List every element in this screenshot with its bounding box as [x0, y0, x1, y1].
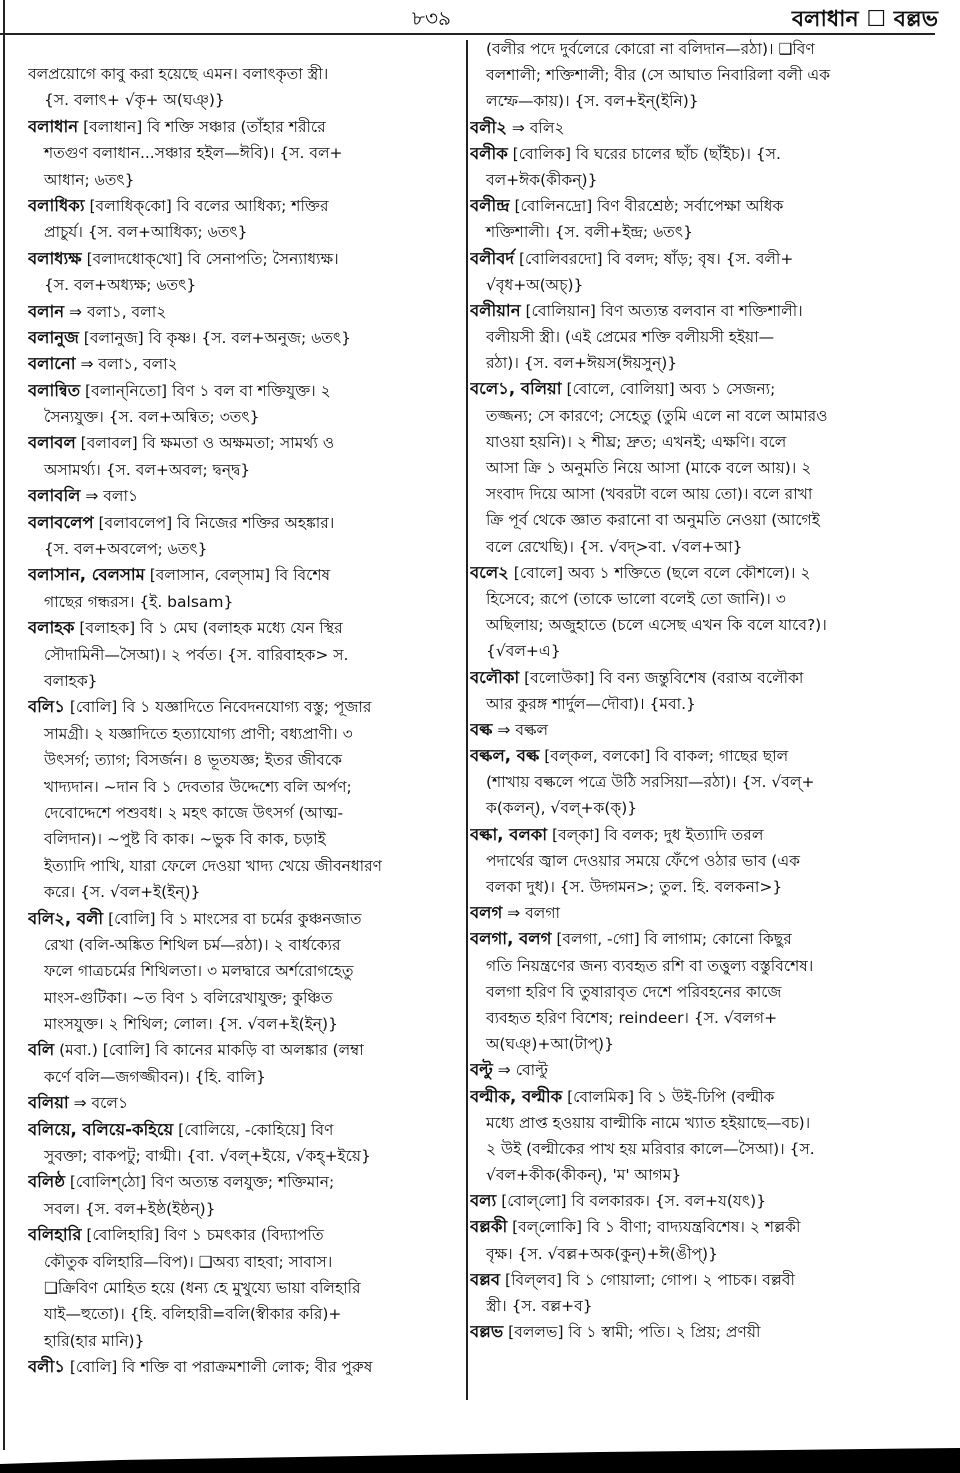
entry-line	[470, 1319, 936, 1345]
text-line	[470, 1110, 936, 1136]
entry-line	[28, 299, 464, 325]
headword: বলাধ্যক্ষ	[28, 248, 82, 268]
entry-line	[470, 1084, 936, 1110]
definition-text: শক্তিশালী। {স. বলী+ইন্দ্র; ৬তৎ}	[486, 223, 693, 242]
text-line	[28, 1011, 464, 1037]
definition-text: মাংস-গুটিকা। ~ত বিণ ১ বলিরেখাযুক্ত; কুঞ্চিত	[44, 988, 333, 1007]
headword: বলি২, বলী	[28, 908, 104, 928]
definition-text: ⇒ বল্কল	[492, 720, 549, 739]
definition-text: বলগা হরিণ বি তুষারাবৃত দেশে পরিবহনের কাজে	[486, 982, 782, 1001]
definition-text: ❑ক্রিবিণ মোহিত হয়ে (ধন্য হে মুখুয্যে ভায়া বলিহারি	[44, 1278, 361, 1297]
text-line	[470, 691, 936, 717]
headword: বলাবলি	[28, 486, 81, 506]
definition-text: [বোলে] অব্য ১ শক্তিতে (ছলে বলে কৌশলে)। ২	[508, 563, 811, 582]
headword: বলীয়ান	[470, 300, 521, 320]
text-line	[470, 481, 936, 507]
text-line	[470, 429, 936, 455]
text-line	[28, 721, 464, 747]
text-line	[470, 1005, 936, 1031]
entry-line	[470, 822, 936, 848]
definition-text: {স. বল+অধ্যক্ষ; ৬তৎ}	[44, 276, 197, 295]
definition-text: {স. বল+অবলেপ; ৬তৎ}	[44, 540, 208, 559]
entry-line	[28, 1354, 464, 1380]
definition-text: [বললভ] বি ১ স্বামী; পতি। ২ প্রিয়; প্রণয়ী	[503, 1323, 761, 1342]
definition-text: ⇒ বলগা	[502, 904, 560, 923]
text-line	[28, 404, 464, 430]
definition-text: সংবাদ দিয়ে আসা (খবরটা বলে আয় তো)। বলে রাখা	[486, 485, 813, 504]
definition-text: [বলগা, -গো] বি লাগাম; কোনো কিছুর	[551, 930, 792, 949]
definition-text: বলশালী; শক্তিশালী; বীর (সে আঘাত নিবারিলা বলী এক	[486, 66, 831, 85]
text-line	[470, 455, 936, 481]
headword: বলিয়া	[28, 1093, 69, 1113]
definition-text: [বোলি] বি ১ মাংসের বা চর্মের কুঞ্চনজাত	[103, 909, 362, 928]
headword: বল্ক	[470, 719, 493, 739]
definition-text: প্রাচুর্য। {স. বল+আধিক্য; ৬তৎ}	[44, 223, 248, 242]
headword: বলীক	[470, 143, 508, 163]
text-line	[28, 1328, 464, 1354]
definition-text: ⇒ বলা১, বলা২	[64, 302, 167, 321]
definition-text: ব্যবহৃত হরিণ বিশেষ; reindeer। {স. √বলগ+	[486, 1008, 778, 1027]
entry-line	[28, 351, 464, 377]
definition-text: উৎসর্গ; ত্যাগ; বিসর্জন। ৪ ভূতযজ্ঞ; ইতর জীবকে	[44, 751, 342, 770]
definition-text: [বলাসান, বেল্‌সাম] বি বিশেষ	[144, 566, 331, 585]
definition-text: (বলীর পদে দুর্বলেরে কোরো না বলিদান—রঠা)। ❑বিণ	[486, 40, 815, 58]
headword: বল্টু	[470, 1060, 493, 1080]
text-line	[28, 642, 464, 668]
entry-line	[470, 141, 936, 167]
definition-text: অ(ঘঞ্)+আ(টাপ্)}	[486, 1035, 614, 1054]
black-band	[0, 1448, 960, 1473]
definition-text: [বল্‌কা] বি বলক; দুধ ইত্যাদি তরল	[547, 825, 764, 844]
definition-text: [বলাবল] বি ক্ষমতা ও অক্ষমতা; সামর্থ্য ও	[75, 434, 335, 453]
headword: বলিহারি	[28, 1225, 82, 1245]
text-line	[28, 985, 464, 1011]
definition-text: বলাহক}	[44, 671, 98, 690]
headword: বল্মীক, বল্মীক	[470, 1086, 563, 1106]
text-line	[470, 1162, 936, 1188]
definition-text: [বোলিবরদো] বি বলদ; ষাঁড়; বৃষ। {স. বলী+	[514, 249, 794, 268]
headword: বলান্বিত	[28, 380, 81, 400]
headword: বলি১	[28, 697, 65, 717]
running-head: বলাধান ☐ বল্লভ	[791, 7, 938, 32]
entry-line	[28, 1037, 464, 1063]
headword: বলানুজ	[28, 327, 79, 347]
text-line	[470, 507, 936, 533]
definition-text: [বলানুজ] বি কৃষ্ণ। {স. বল+অনুজ; ৬তৎ}	[78, 328, 352, 347]
text-line	[470, 874, 936, 900]
entry-line	[470, 717, 936, 743]
entry-line	[470, 665, 936, 691]
entry-line	[470, 900, 936, 926]
text-line	[470, 350, 936, 376]
definition-text: অসামর্থ্য। {স. বল+অবল; দ্বন্দ্ব}	[44, 460, 251, 479]
definition-text: বলীয়সী স্ত্রী। (এই প্রেমের শক্তি বলীয়সী হইয়া—	[486, 328, 775, 347]
entry-line	[28, 1117, 464, 1143]
definition-text: [বোলিশ্‌ঠো] বিণ অত্যন্ত বলযুক্ত; শক্তিমান;	[64, 1173, 335, 1192]
entry-line	[28, 1090, 464, 1116]
definition-text: রঠা)। {স. বল+ঈয়স(ঈয়সুন্)}	[486, 354, 678, 373]
entry-line	[470, 298, 936, 324]
headword: বলাবল	[28, 433, 76, 453]
page-number: ৮৩৯	[412, 6, 451, 30]
definition-text: [বোলিনদ্রো] বিণ বীরশ্রেষ্ঠ; সর্বাপেক্ষা অধিক	[509, 197, 784, 216]
definition-text: খাদ্যদান। ~দান বি ১ দেবতার উদ্দেশ্যে বলি অর্পণ;	[44, 777, 352, 796]
right-column	[470, 36, 936, 1345]
scan-bottom-band	[0, 1440, 960, 1473]
text-line	[470, 769, 936, 795]
entry-line	[28, 562, 464, 588]
text-line	[28, 1301, 464, 1327]
entry-line	[28, 114, 464, 140]
definition-text: [বলাধান] বি শক্তি সঞ্চার (তাঁহার শরীরে	[78, 117, 326, 136]
definition-text: আর কুরঙ্গ শার্দুল—দৌবা)। {মবা.}	[486, 694, 696, 713]
definition-text: বল+ঈক(কীকন্)}	[486, 170, 598, 189]
text-line	[28, 61, 464, 87]
entry-line	[470, 926, 936, 952]
entry-line	[470, 246, 936, 272]
headword: বলাবলেপ	[28, 512, 94, 532]
definition-text: [বলাদধোক্‌খো] বি সেনাপতি; সৈন্যাধ্যক্ষ।	[81, 249, 339, 268]
definition-text: সামগ্রী। ২ যজ্ঞাদিতে হত্যাযোগ্য প্রাণী; বধ্যপ্রাণী। ৩	[44, 724, 353, 743]
headword: বলান	[28, 301, 65, 321]
definition-text: সৌদামিনী—সৈআ)। ২ পর্বত। {স. বারিবাহক> স.	[44, 645, 349, 664]
definition-text: মধ্যে প্রাপ্ত হওয়ায় বাল্মীকি নামে খ্যাত হইয়াছে—বচ)।	[486, 1113, 811, 1132]
definition-text: ২ উই (বল্মীকের পাখ হয় মরিবার কালে—সৈআ)। {স.	[486, 1139, 815, 1158]
text-line	[470, 36, 936, 62]
headword: বল্লভ	[470, 1322, 504, 1342]
definition-text: ফলে গাত্রচর্মের শিথিলতা। ৩ মলদ্বারে অর্শরোগহেতু	[44, 962, 354, 981]
entry-line	[470, 115, 936, 141]
definition-text: আধান; ৬তৎ}	[44, 170, 135, 189]
definition-text: মাংসযুক্ত। ২ শিথিল; লোল। {স. √বল+ই(ইন্)}	[44, 1015, 338, 1034]
scan-edge-line	[3, 0, 5, 1450]
entry-line	[28, 615, 464, 641]
text-line	[28, 1275, 464, 1301]
text-line	[470, 534, 936, 560]
headword: বল্কল, বল্ক	[470, 746, 540, 766]
headword: বল্লব	[470, 1269, 501, 1289]
headword: বলিয়ে, বলিয়ে-কহিয়ে	[28, 1119, 174, 1139]
text-line	[470, 1136, 936, 1162]
entry-line	[28, 483, 464, 509]
entry-line	[470, 1214, 936, 1240]
text-line	[470, 1031, 936, 1057]
definition-text: [বলাহক] বি ১ মেঘ (বলাহক মধ্যে যেন স্থির	[74, 619, 343, 638]
text-line	[470, 638, 936, 664]
entry-line	[470, 560, 936, 586]
text-line	[28, 167, 464, 193]
definition-text: অছিলায়; অজুহাতে (চলে এসেছ এখন কি বলে যাবে?)।	[486, 616, 827, 635]
definition-text: ⇒ বলি২	[506, 118, 565, 137]
text-line	[470, 88, 936, 114]
definition-text: √বৃধ+অ(অচ্)}	[486, 275, 584, 294]
text-line	[470, 795, 936, 821]
text-line	[28, 140, 464, 166]
text-line	[470, 272, 936, 298]
text-line	[28, 87, 464, 113]
text-line	[28, 272, 464, 298]
text-line	[28, 219, 464, 245]
text-line	[470, 979, 936, 1005]
definition-text: ক্রি পূর্ব থেকে জ্ঞাত করানো বা অনুমতি নেওয়া (আগেই	[486, 511, 820, 530]
text-line	[28, 457, 464, 483]
text-line	[470, 848, 936, 874]
definition-text: যাওয়া হয়নি)। ২ শীঘ্র; দ্রুত; এখনই; এক্ষণি। বলে	[486, 432, 787, 451]
headword: বলীন্দ্র	[470, 196, 510, 216]
definition-text: রেখা (বলি-অঙ্কিত শিথিল চর্ম—রঠা)। ২ বার্ধক্যের	[44, 935, 341, 954]
definition-text: [বলাধিক্‌কো] বি বলের আধিক্য; শক্তির	[84, 196, 329, 215]
column-divider	[466, 40, 468, 1400]
definition-text: বলে রেখেছি)। {স. √বদ্>বা. √বল+আ}	[486, 537, 743, 556]
definition-text: বৃক্ষ। {স. √বল্ল+অক(কুন্)+ঈ(ঙীপ্)}	[486, 1244, 718, 1263]
headword: বলে১, বলিয়া	[470, 379, 562, 399]
definition-text: [বোলিহারি] বিণ ১ চমৎকার (বিদ্যাপতি	[81, 1226, 324, 1245]
definition-text: ক(কলন্), √বল্+ক(ক্)}	[486, 799, 638, 818]
headword: বল্য	[470, 1191, 497, 1211]
headword: বলী২	[470, 117, 507, 137]
definition-text: স্ত্রী। {স. বল্ল+ব}	[486, 1297, 593, 1315]
entry-line	[28, 246, 464, 272]
entry-line	[28, 1222, 464, 1248]
entry-line	[470, 193, 936, 219]
headword: বলগ	[470, 903, 503, 923]
headword: বলাসান, বেলসাম	[28, 565, 145, 585]
text-line	[470, 324, 936, 350]
text-line	[28, 1196, 464, 1222]
headword: বলাহক	[28, 618, 75, 638]
entry-line	[470, 1057, 936, 1083]
text-line	[470, 586, 936, 612]
definition-text: [বল্‌লোকি] বি ১ বীণা; বাদ্যযন্ত্রবিশেষ। ২ শল্লকী	[507, 1218, 801, 1237]
definition-text: {√বল+এ}	[486, 642, 561, 661]
definition-text: √বল+কীক(কীকন্), 'ম' আগম}	[486, 1166, 682, 1185]
entry-line	[28, 430, 464, 456]
text-line	[28, 774, 464, 800]
text-line	[28, 932, 464, 958]
text-line	[28, 668, 464, 694]
definition-text: গাছের গন্ধরস। {ই. balsam}	[44, 592, 234, 611]
entry-line	[470, 1188, 936, 1214]
definition-text: সৈন্যযুক্ত। {স. বল+অন্বিত; ৩তৎ}	[44, 408, 260, 427]
definition-text: ⇒ বলা১	[80, 487, 139, 506]
headword: বল্লকী	[470, 1217, 508, 1237]
definition-text: (শাখায় বল্কলে পত্রে উঠি সরসিয়া—রঠা)। {স. √বল্+	[486, 773, 815, 792]
definition-text: [বলাবলেপ] বি নিজের শক্তির অহঙ্কার।	[93, 513, 335, 532]
text-line	[28, 589, 464, 615]
headword: বলৌকা	[470, 667, 520, 687]
text-line	[28, 1143, 464, 1169]
entry-line	[28, 694, 464, 720]
definition-text: আসা ক্রি ১ অনুমতি নিয়ে আসা (মাকে বলে আয়)। ২	[486, 459, 812, 477]
entry-line	[28, 510, 464, 536]
headword: বলি	[28, 1040, 55, 1060]
text-line	[470, 953, 936, 979]
definition-text: {স. বলাৎ+ √কৃ+ অ(ঘঞ্)}	[44, 91, 225, 110]
text-line	[28, 1249, 464, 1275]
definition-text: [বলান্‌নিতো] বিণ ১ বল বা শক্তিযুক্ত। ২	[80, 381, 331, 400]
definition-text: দেবোদ্দেশে পশুবধ। ২ মহৎ কাজে উৎসর্গ (আত্ম-	[44, 803, 344, 822]
text-line	[28, 800, 464, 826]
definition-text: তজ্জন্য; সে কারণে; সেহেতু (তুমি এলে না বলে আমারও	[486, 406, 828, 425]
definition-text: সুবক্তা; বাকপটু; বাগ্মী। {বা. √বল্+ইয়ে, √কহ্+ইয়ে}	[44, 1147, 371, 1166]
definition-text: ইত্যাদি পাখি, যারা ফেলে দেওয়া খাদ্য খেয়ে জীবনধারণ	[44, 856, 383, 875]
definition-text: বলকা দুধ)। {স. উদ্গমন>; তুল. হি. বলকনা>}	[486, 878, 783, 896]
headword: বলাধিক্য	[28, 195, 85, 215]
definition-text: বলপ্রয়োগে কাবু করা হয়েছে এমন। বলাৎকৃতা স্ত্রী।	[28, 65, 329, 83]
entry-line	[470, 1267, 936, 1293]
definition-text: [বলোউকা] বি বন্য জন্তুবিশেষ (বরাঅ বলৌকা	[519, 668, 804, 687]
definition-text: করে। {স. √বল+ই(ইন্)}	[44, 883, 201, 902]
definition-text: সবল। {স. বল+ইষ্ঠ(ইষ্ঠন্)}	[44, 1199, 216, 1218]
headword: বলানো	[28, 354, 76, 374]
definition-text: [বোল্‌লো] বি বলকারক। {স. বল+য(যৎ)}	[496, 1192, 767, 1211]
text-line	[28, 536, 464, 562]
definition-text: [বোলি] বি শক্তি বা পরাক্রমশালী লোক; বীর পুরুষ	[64, 1358, 373, 1377]
headword: বলী১	[28, 1357, 65, 1377]
definition-text: [বোলিয়ে, -কোহিয়ে] বিণ	[173, 1120, 334, 1139]
text-line	[28, 853, 464, 879]
entry-line	[28, 378, 464, 404]
definition-text: [বিল্‌লব] বি ১ গোয়ালা; গোপ। ২ পাচক। বল্লবী	[500, 1270, 795, 1289]
definition-text: [বোলে, বোলিয়া] অব্য ১ সেজন্য;	[561, 380, 776, 399]
headword: বলে২	[470, 562, 509, 582]
header-rule	[0, 33, 935, 35]
definition-text: ⇒ বলা১, বলা২	[75, 355, 178, 374]
definition-text: গতি নিয়ন্ত্রণের জন্য ব্যবহৃত রশি বা তত্তুল্য বস্তুবিশেষ।	[486, 956, 814, 975]
headword: বলীবর্দ	[470, 248, 515, 268]
definition-text: [বোলিক] বি ঘরের চালের ছাঁচ (ছাঁইচ)। {স.	[507, 144, 781, 163]
definition-text: [বোলমিক] বি ১ উই-ঢিপি (বল্মীক	[562, 1087, 775, 1106]
text-line	[470, 62, 936, 88]
definition-text: হিসেবে; রূপে (তাকে ভালো বলেই তো জানি)। ৩	[486, 589, 786, 608]
definition-text: কৌতুক বলিহারি—বিপ)। ❑অব্য বাহবা; সাবাস।	[44, 1252, 333, 1271]
definition-text: যাই—হুতো)। {হি. বলিহারী=বলি(স্বীকার করি)+	[44, 1305, 342, 1324]
text-line	[470, 219, 936, 245]
text-line	[28, 1064, 464, 1090]
definition-text: বলিদান)। ~পুষ্ট বি কাক। ~ভুক বি কাক, চড়াই	[44, 830, 326, 849]
headword: বলগা, বলগ	[470, 929, 552, 949]
definition-text: শতগুণ বলাধান...সঞ্চার হইল—ঈবি)। {স. বল+	[44, 144, 343, 163]
definition-text: [বল্‌কল, বলকো] বি বাকল; গাছের ছাল	[539, 747, 789, 766]
text-line	[470, 612, 936, 638]
definition-text: ⇒ বলে১	[68, 1094, 129, 1113]
definition-text: কর্ণে বলি—জগজ্জীবন)। {হি. বালি}	[44, 1067, 266, 1086]
text-line	[470, 403, 936, 429]
text-line	[28, 879, 464, 905]
text-line	[28, 958, 464, 984]
text-line	[470, 1293, 936, 1319]
headword: বলাধান	[28, 116, 79, 136]
entry-line	[470, 743, 936, 769]
text-line	[470, 167, 936, 193]
text-line	[28, 826, 464, 852]
definition-text: হারি(হার মানি)}	[44, 1331, 145, 1350]
headword: বল্কা, বলকা	[470, 824, 548, 844]
entry-line	[28, 325, 464, 351]
text-line	[470, 1241, 936, 1267]
entry-line	[28, 906, 464, 932]
entry-line	[28, 1169, 464, 1195]
definition-text: পদার্থের জ্বাল দেওয়ার সময়ে ফেঁপে ওঠার ভাব (এক	[486, 851, 800, 870]
definition-text: [বোলি] বি ১ যজ্ঞাদিতে নিবেদনযোগ্য বস্তু; পূজার	[64, 698, 372, 717]
text-line	[28, 747, 464, 773]
definition-text: ⇒ বোল্টু	[492, 1061, 548, 1080]
headword: বলিষ্ঠ	[28, 1172, 65, 1192]
entry-line	[470, 376, 936, 402]
left-column	[28, 61, 464, 1381]
entry-line	[28, 193, 464, 219]
definition-text: (মবা.) [বোলি] বি কানের মাকড়ি বা অলঙ্কার (লম্বা	[54, 1041, 364, 1060]
definition-text: লম্ফে—কায়)। {স. বল+ইন্(ইনি)}	[486, 92, 699, 111]
definition-text: [বোলিয়ান] বিণ অত্যন্ত বলবান বা শক্তিশালী।	[520, 301, 803, 320]
